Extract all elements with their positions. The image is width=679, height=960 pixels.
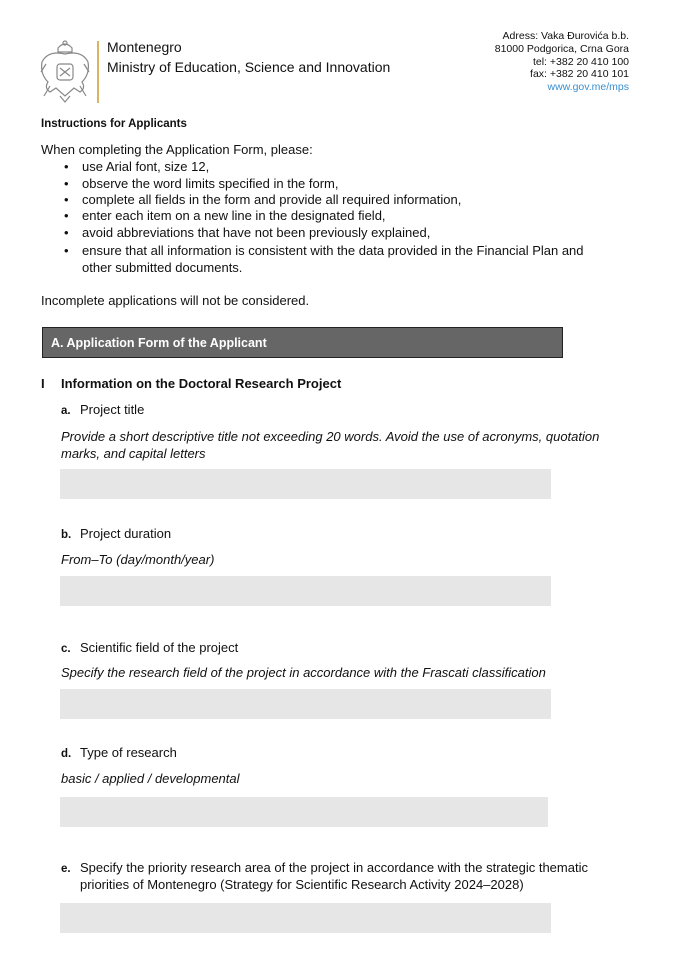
list-item: observe the word limits specified in the form, [82, 176, 339, 191]
incomplete-note: Incomplete applications will not be considered. [41, 293, 310, 308]
item-a-hint: marks, and capital letters [61, 446, 206, 461]
item-d-label [61, 745, 177, 760]
item-letter: c. [61, 643, 71, 655]
item-d-hint: basic / applied / developmental [61, 771, 240, 786]
item-label: Specify the priority research area of the project in accordance with the strategic thematic [80, 860, 588, 875]
section-numeral: I [41, 376, 45, 391]
list-item: use Arial font, size 12, [82, 159, 210, 174]
list-item: enter each item on a new line in the designated field, [82, 208, 386, 223]
item-b-label [61, 526, 171, 541]
item-e-label-continued: priorities of Montenegro (Strategy for Scientific Research Activity 2024–2028) [80, 877, 524, 892]
scientific-field-field[interactable] [60, 689, 551, 719]
section-1-heading [41, 376, 341, 391]
list-item: avoid abbreviations that have not been previously explained, [82, 225, 431, 240]
bullet-icon: • [64, 176, 69, 191]
priority-area-field[interactable] [60, 903, 551, 933]
item-label: Project title [80, 402, 145, 417]
bullet-icon: • [64, 243, 69, 258]
bullet-icon: • [64, 192, 69, 207]
item-letter: e. [61, 863, 71, 875]
item-c-label [61, 640, 238, 655]
address-line: Adress: Vaka Đurovića b.b. [502, 30, 629, 42]
item-letter: b. [61, 529, 72, 541]
phone-line: tel: +382 20 410 100 [532, 55, 629, 68]
item-e-label [61, 860, 588, 875]
ministry-name: Ministry of Education, Science and Innovation [107, 59, 391, 75]
item-label: Type of research [80, 745, 177, 760]
research-type-field[interactable] [60, 797, 548, 827]
item-b-hint: From–To (day/month/year) [61, 552, 215, 567]
address-line: 81000 Podgorica, Crna Gora [494, 42, 629, 55]
item-a-hint: Provide a short descriptive title not exceeding 20 words. Avoid the use of acronyms, quotation [61, 429, 600, 444]
bullet-icon: • [64, 159, 69, 174]
contact-address [495, 30, 629, 94]
project-title-field[interactable] [60, 469, 551, 499]
item-a-label [61, 402, 144, 417]
item-letter: d. [61, 748, 72, 760]
website-link[interactable]: www.gov.me/mps [547, 81, 629, 94]
fax-line: fax: +382 20 410 101 [530, 68, 629, 81]
bullet-icon: • [64, 225, 69, 240]
instructions-intro: When completing the Application Form, please: [41, 142, 313, 157]
list-item: complete all fields in the form and provide all required information, [82, 192, 462, 207]
item-c-hint: Specify the research field of the project in accordance with the Frascati classification [61, 665, 546, 680]
item-label: Scientific field of the project [80, 640, 239, 655]
header-divider [97, 41, 99, 103]
item-letter: a. [61, 405, 71, 417]
section-a-header: A. Application Form of the Applicant [42, 327, 563, 358]
section-title: Information on the Doctoral Research Project [61, 376, 342, 391]
bullet-icon: • [64, 208, 69, 223]
project-duration-field[interactable] [60, 576, 551, 606]
instructions-title: Instructions for Applicants [41, 118, 187, 130]
item-label: Project duration [80, 526, 172, 541]
list-item: ensure that all information is consistent with the data provided in the Financial Plan and [82, 243, 584, 258]
list-item-continued: other submitted documents. [82, 260, 243, 275]
country-name: Montenegro [107, 39, 182, 55]
coat-of-arms-icon [38, 38, 92, 104]
